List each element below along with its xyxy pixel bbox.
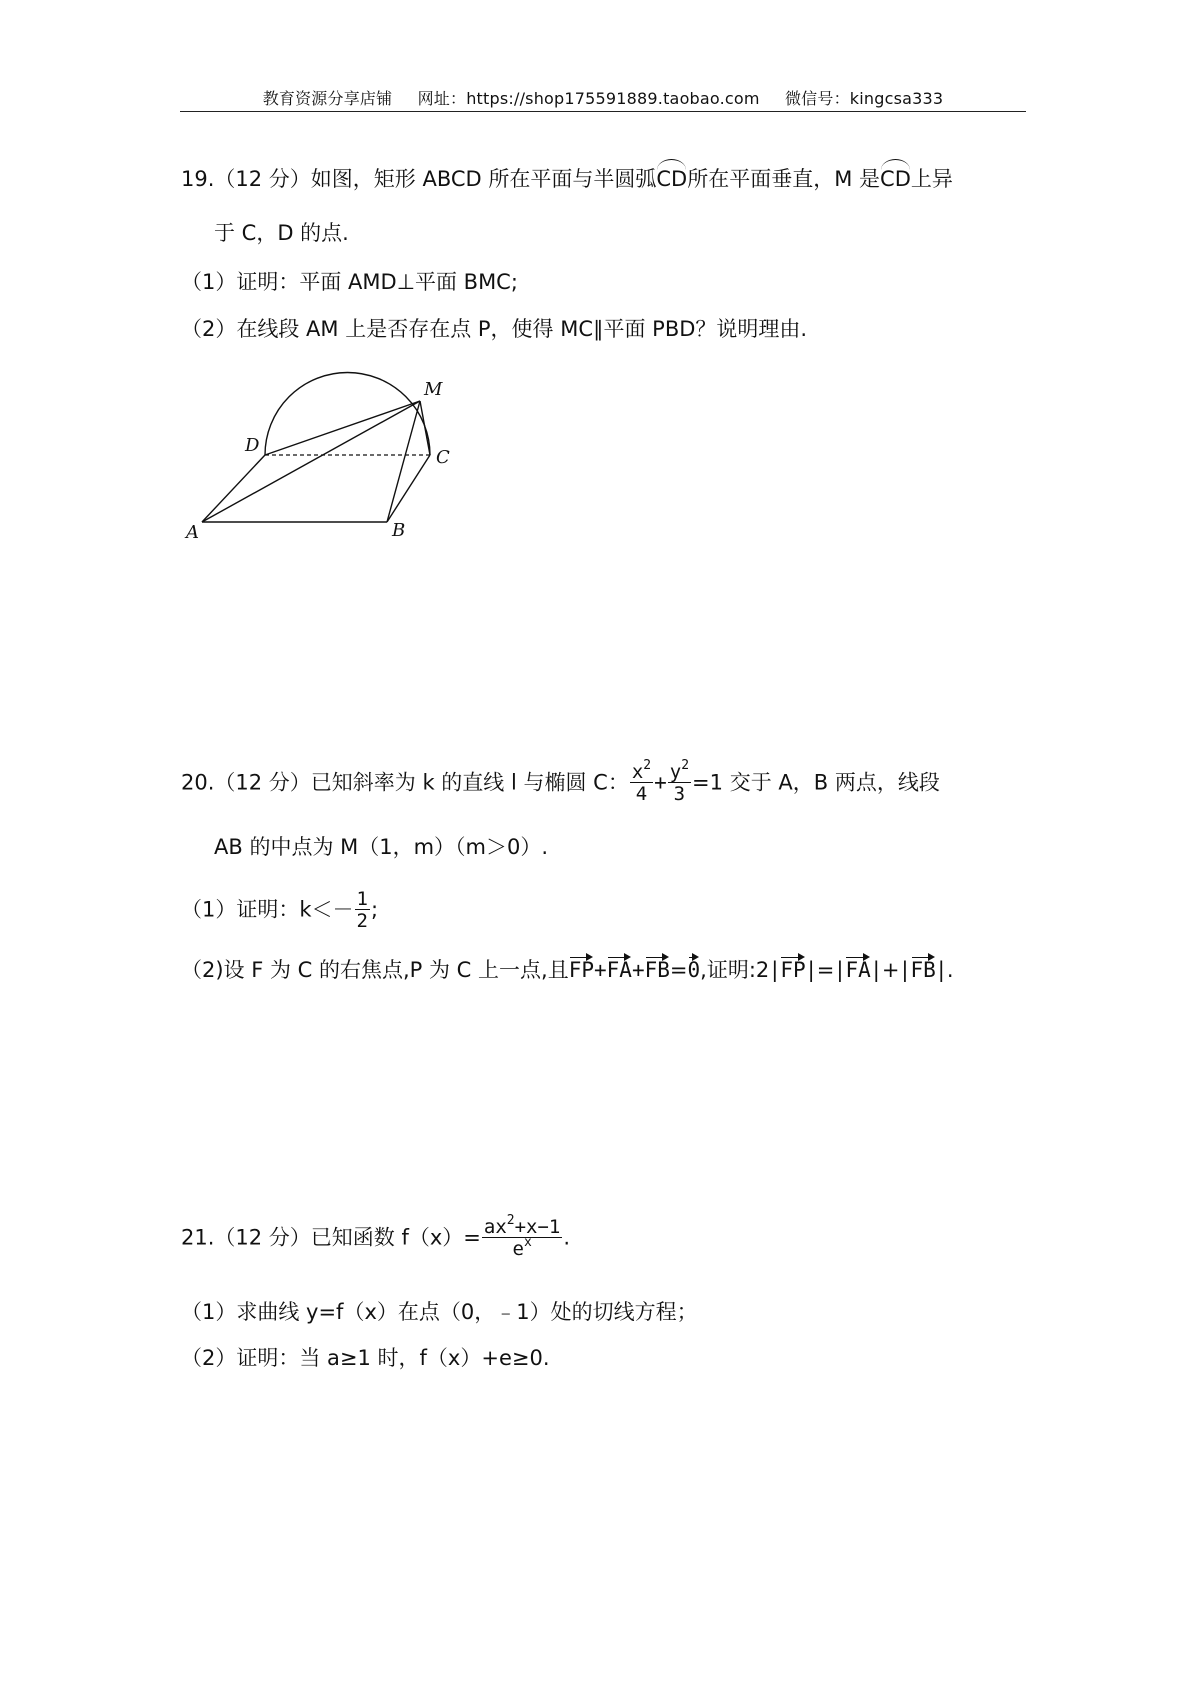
label-d: D xyxy=(245,435,260,456)
vec-zero: 0 xyxy=(688,955,701,985)
q21-den-base: e xyxy=(512,1238,524,1260)
vec-fb: FB xyxy=(645,955,670,985)
header-wechat: 微信号：kingcsa333 xyxy=(784,89,944,108)
abs-bar: | xyxy=(901,958,909,982)
label-b: B xyxy=(392,520,406,541)
q21-den-exp: x xyxy=(523,1235,532,1250)
q21-text-a: 21.（12 分）已知函数 f（x）= xyxy=(181,1225,481,1250)
header-shop: 教育资源分享店铺 xyxy=(262,89,393,108)
abs-bar: | xyxy=(872,958,880,982)
label-c: C xyxy=(436,447,450,468)
q19-arc-cd-2: CD xyxy=(880,164,911,194)
q19-arc-cd-1: CD xyxy=(656,164,687,194)
vec-fa: FA xyxy=(607,955,632,985)
segment-cm xyxy=(420,401,430,455)
q20-frac-x2-4 xyxy=(630,758,653,805)
q20-part1 xyxy=(181,889,378,932)
q19-part2: （2）在线段 AM 上是否存在点 P，使得 MC∥平面 PBD？说明理由. xyxy=(181,317,808,341)
q21-num-b: +x−1 xyxy=(514,1216,561,1238)
segment-dm xyxy=(265,401,420,455)
q20-eq-abs: = xyxy=(816,958,835,982)
page-header xyxy=(180,86,1026,112)
q19-line2: 于 C，D 的点. xyxy=(214,221,349,245)
q21-frac-fx xyxy=(482,1213,562,1260)
q20-end: . xyxy=(946,958,954,982)
q19-part1: （1）证明：平面 AMD⊥平面 BMC; xyxy=(181,270,518,294)
q20-y-exp: 2 xyxy=(681,758,690,773)
semicircle-arc xyxy=(265,373,430,456)
q19-text-c: 上异 xyxy=(910,167,953,191)
q20-plus: + xyxy=(654,770,667,795)
q20-plus-1: + xyxy=(594,958,607,982)
q21-text-b: . xyxy=(563,1225,571,1250)
q20-y: y xyxy=(669,761,682,783)
vec-fp: FP xyxy=(569,955,594,985)
q20-part1-text: （1）证明：k＜－ xyxy=(181,897,354,922)
q20-part1-end: ; xyxy=(370,897,379,922)
q20-eq1: =1 xyxy=(692,770,724,795)
segment-am xyxy=(202,401,420,522)
q19-line1 xyxy=(181,164,953,194)
vec-fa-abs: FA xyxy=(845,955,870,985)
vec-fp-abs: FP xyxy=(780,955,805,985)
segment-ad xyxy=(202,455,265,522)
q21-part2: （2）证明：当 a≥1 时，f（x）+e≥0. xyxy=(181,1346,550,1370)
header-url: 网址：https://shop175591889.taobao.com xyxy=(417,89,760,108)
q20-part2-text: （2)设 F 为 C 的右焦点,P 为 C 上一点,且 xyxy=(181,958,569,982)
q20-frac-y2-3 xyxy=(668,758,691,805)
abs-bar: | xyxy=(937,958,945,982)
q19-text-b: 所在平面垂直，M 是 xyxy=(687,167,881,191)
q20-frac-half xyxy=(355,889,370,932)
q21-line1 xyxy=(181,1213,571,1260)
q20-part2-proof: ,证明:2 xyxy=(700,958,770,982)
q21-num-a: ax xyxy=(483,1216,507,1238)
q20-half-num: 1 xyxy=(356,888,368,910)
abs-bar: | xyxy=(836,958,844,982)
q20-y-den: 3 xyxy=(668,782,691,805)
q19-text-a: 19.（12 分）如图，矩形 ABCD 所在平面与半圆弧 xyxy=(181,167,657,191)
label-a: A xyxy=(186,522,199,543)
q20-x: x xyxy=(631,761,644,783)
q19-geometry-figure xyxy=(180,365,490,545)
q21-num-exp: 2 xyxy=(506,1213,515,1228)
q20-text-b: 交于 A，B 两点，线段 xyxy=(723,770,940,795)
q20-half-den: 2 xyxy=(356,910,368,932)
q20-plus-abs: + xyxy=(881,958,900,982)
q20-x-den: 4 xyxy=(630,782,653,805)
q20-line1 xyxy=(181,758,940,805)
q20-line2: AB 的中点为 M（1，m）（m＞0）. xyxy=(214,835,549,859)
segment-bc xyxy=(387,455,430,522)
segment-bm xyxy=(387,401,420,522)
header-rule xyxy=(180,111,1026,112)
q21-part1: （1）求曲线 y=f（x）在点（0，﹣1）处的切线方程； xyxy=(181,1300,698,1324)
label-m: M xyxy=(424,379,443,400)
q20-eq-zero: = xyxy=(669,958,688,982)
abs-bar: | xyxy=(807,958,815,982)
q20-plus-2: + xyxy=(631,958,645,982)
q20-x-exp: 2 xyxy=(643,758,652,773)
vec-fb-abs: FB xyxy=(911,955,936,985)
q20-text-a: 20.（12 分）已知斜率为 k 的直线 l 与椭圆 C： xyxy=(181,770,629,795)
abs-bar: | xyxy=(771,958,779,982)
q20-part2 xyxy=(181,955,954,985)
